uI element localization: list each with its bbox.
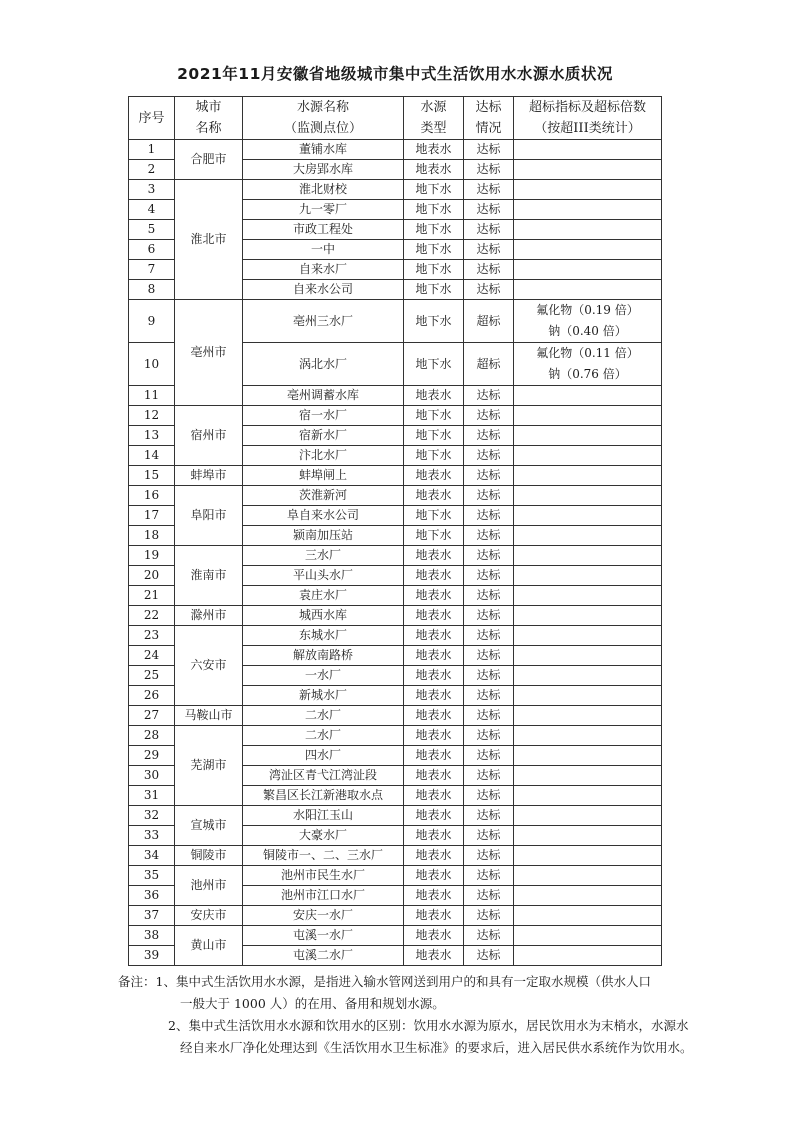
source-name: 铜陵市一、二、三水厂 [243,846,404,866]
table-row [129,846,662,866]
source-type: 地表水 [404,826,464,846]
source-type: 地表水 [404,766,464,786]
compliance-status: 达标 [464,566,514,586]
exceed-indicators [514,586,662,606]
source-name: 一水厂 [243,666,404,686]
exceed-indicators [514,280,662,300]
city-name: 合肥市 [175,140,243,180]
header-city [175,97,243,140]
compliance-status: 达标 [464,866,514,886]
table-row [129,180,662,200]
source-name: 解放南路桥 [243,646,404,666]
exceed-indicators [514,706,662,726]
source-type: 地表水 [404,926,464,946]
table-row [129,626,662,646]
source-type: 地表水 [404,386,464,406]
source-name: 二水厂 [243,726,404,746]
compliance-status: 达标 [464,826,514,846]
header-exceed [514,97,662,140]
city-name: 蚌埠市 [175,466,243,486]
header-status [464,97,514,140]
source-type: 地表水 [404,746,464,766]
header-type-line-2: 类型 [420,121,447,136]
source-type: 地表水 [404,160,464,180]
source-type: 地表水 [404,466,464,486]
source-type: 地下水 [404,220,464,240]
source-type: 地表水 [404,626,464,646]
exceed-indicators [514,386,662,406]
source-name: 茨淮新河 [243,486,404,506]
compliance-status: 达标 [464,240,514,260]
row-number: 27 [129,706,175,726]
row-number: 2 [129,160,175,180]
row-number: 23 [129,626,175,646]
exceed-item: 钠（0.40 倍） [548,324,627,338]
exceed-indicators [514,746,662,766]
exceed-item: 钠（0.76 倍） [548,367,627,381]
exceed-indicators [514,180,662,200]
source-type: 地表水 [404,606,464,626]
exceed-indicators [514,140,662,160]
source-name: 涡北水厂 [243,343,404,386]
source-type: 地下水 [404,280,464,300]
header-exceed-line-1: 超标指标及超标倍数 [528,100,646,115]
source-name: 蚌埠闸上 [243,466,404,486]
city-name: 淮北市 [175,180,243,300]
city-name: 宣城市 [175,806,243,846]
row-number: 11 [129,386,175,406]
compliance-status: 达标 [464,946,514,966]
table-row [129,486,662,506]
row-number: 4 [129,200,175,220]
exceed-indicators [514,686,662,706]
row-number: 9 [129,300,175,343]
source-name: 自来水厂 [243,260,404,280]
source-name: 九一零厂 [243,200,404,220]
exceed-indicators [514,300,662,343]
source-name: 淮北财校 [243,180,404,200]
row-number: 29 [129,746,175,766]
row-number: 33 [129,826,175,846]
source-type: 地表水 [404,586,464,606]
compliance-status: 达标 [464,746,514,766]
city-name: 宿州市 [175,406,243,466]
exceed-indicators [514,946,662,966]
source-type: 地表水 [404,486,464,506]
source-name: 董铺水库 [243,140,404,160]
water-quality-table [128,96,662,966]
source-name: 大房郢水库 [243,160,404,180]
source-type: 地下水 [404,526,464,546]
source-name: 四水厂 [243,746,404,766]
exceed-indicators [514,666,662,686]
exceed-indicators [514,526,662,546]
compliance-status: 达标 [464,806,514,826]
note-2-continued: 经自来水厂净化处理达到《生活饮用水卫生标准》的要求后，进入居民供水系统作为饮用水。 [180,1040,693,1055]
source-name: 东城水厂 [243,626,404,646]
row-number: 16 [129,486,175,506]
row-number: 25 [129,666,175,686]
source-type: 地下水 [404,446,464,466]
city-name: 马鞍山市 [175,706,243,726]
row-number: 8 [129,280,175,300]
source-name: 繁昌区长江新港取水点 [243,786,404,806]
compliance-status: 达标 [464,526,514,546]
source-name: 平山头水厂 [243,566,404,586]
compliance-status: 达标 [464,406,514,426]
source-name: 屯溪二水厂 [243,946,404,966]
source-type: 地表水 [404,866,464,886]
row-number: 19 [129,546,175,566]
table-row [129,866,662,886]
source-type: 地表水 [404,886,464,906]
compliance-status: 达标 [464,546,514,566]
compliance-status: 达标 [464,466,514,486]
source-name: 一中 [243,240,404,260]
exceed-indicators [514,426,662,446]
exceed-indicators [514,240,662,260]
header-status-line-1: 达标 [475,100,502,115]
table-row [129,926,662,946]
exceed-indicators [514,626,662,646]
source-name: 池州市民生水厂 [243,866,404,886]
compliance-status: 达标 [464,906,514,926]
source-name: 湾沚区青弋江湾沚段 [243,766,404,786]
header-city-line-1: 城市 [195,100,222,115]
exceed-indicators [514,766,662,786]
compliance-status: 达标 [464,220,514,240]
row-number: 39 [129,946,175,966]
compliance-status: 达标 [464,160,514,180]
city-name: 铜陵市 [175,846,243,866]
exceed-indicators [514,406,662,426]
source-type: 地下水 [404,426,464,446]
row-number: 14 [129,446,175,466]
header-city-line-2: 名称 [195,121,222,136]
row-number: 15 [129,466,175,486]
exceed-indicators [514,446,662,466]
source-type: 地表水 [404,666,464,686]
city-name: 滁州市 [175,606,243,626]
row-number: 17 [129,506,175,526]
table-row [129,726,662,746]
city-name: 亳州市 [175,300,243,406]
exceed-indicators [514,343,662,386]
exceed-indicators [514,866,662,886]
source-name: 阜自来水公司 [243,506,404,526]
compliance-status: 达标 [464,666,514,686]
exceed-indicators [514,546,662,566]
source-name: 亳州调蓄水库 [243,386,404,406]
row-number: 12 [129,406,175,426]
city-name: 六安市 [175,626,243,706]
source-type: 地下水 [404,240,464,260]
compliance-status: 达标 [464,506,514,526]
row-number: 31 [129,786,175,806]
row-number: 30 [129,766,175,786]
table-row [129,140,662,160]
compliance-status: 达标 [464,140,514,160]
row-number: 35 [129,866,175,886]
city-name: 黄山市 [175,926,243,966]
header-source-line-2: （监测点位） [283,121,362,136]
compliance-status: 达标 [464,606,514,626]
source-type: 地下水 [404,200,464,220]
compliance-status: 达标 [464,686,514,706]
source-name: 水阳江玉山 [243,806,404,826]
table-header-row [129,97,662,140]
source-name: 自来水公司 [243,280,404,300]
header-source-line-1: 水源名称 [296,100,349,115]
exceed-indicators [514,566,662,586]
table-row [129,406,662,426]
source-name: 城西水库 [243,606,404,626]
source-type: 地表水 [404,706,464,726]
compliance-status: 达标 [464,280,514,300]
row-number: 6 [129,240,175,260]
source-type: 地表水 [404,140,464,160]
row-number: 34 [129,846,175,866]
exceed-indicators [514,506,662,526]
source-name: 三水厂 [243,546,404,566]
compliance-status: 达标 [464,260,514,280]
city-name: 阜阳市 [175,486,243,546]
compliance-status: 达标 [464,766,514,786]
exceed-indicators [514,806,662,826]
exceed-indicators [514,466,662,486]
table-body [129,140,662,966]
compliance-status: 达标 [464,626,514,646]
header-seq: 序号 [129,97,175,140]
source-name: 二水厂 [243,706,404,726]
header-type [404,97,464,140]
header-status-line-2: 情况 [475,121,502,136]
exceed-indicators [514,260,662,280]
row-number: 38 [129,926,175,946]
row-number: 21 [129,586,175,606]
exceed-indicators [514,886,662,906]
exceed-indicators [514,486,662,506]
source-name: 新城水厂 [243,686,404,706]
page-title: 2021年11月安徽省地级城市集中式生活饮用水水源水质状况 [177,65,613,83]
source-name: 大豪水厂 [243,826,404,846]
source-type: 地下水 [404,300,464,343]
city-name: 芜湖市 [175,726,243,806]
table-row [129,466,662,486]
compliance-status: 达标 [464,586,514,606]
row-number: 3 [129,180,175,200]
row-number: 13 [129,426,175,446]
table-row [129,300,662,343]
note-1-continued: 一般大于 1000 人）的在用、备用和规划水源。 [180,996,445,1011]
compliance-status: 达标 [464,646,514,666]
row-number: 18 [129,526,175,546]
compliance-status: 超标 [464,300,514,343]
row-number: 10 [129,343,175,386]
compliance-status: 达标 [464,446,514,466]
source-name: 宿新水厂 [243,426,404,446]
city-name: 淮南市 [175,546,243,606]
compliance-status: 达标 [464,386,514,406]
exceed-item: 氟化物（0.19 倍） [536,303,639,317]
city-name: 安庆市 [175,906,243,926]
exceed-indicators [514,786,662,806]
source-name: 汴北水厂 [243,446,404,466]
row-number: 37 [129,906,175,926]
source-type: 地表水 [404,806,464,826]
source-name: 安庆一水厂 [243,906,404,926]
exceed-indicators [514,926,662,946]
row-number: 36 [129,886,175,906]
note-2: 2、集中式生活饮用水水源和饮用水的区别：饮用水水源为原水，居民饮用水为末梢水，水源水 [168,1018,689,1033]
table-row [129,546,662,566]
source-type: 地下水 [404,406,464,426]
source-type: 地表水 [404,786,464,806]
exceed-indicators [514,160,662,180]
source-type: 地表水 [404,646,464,666]
compliance-status: 达标 [464,886,514,906]
source-type: 地表水 [404,566,464,586]
compliance-status: 达标 [464,706,514,726]
exceed-indicators [514,726,662,746]
source-type: 地表水 [404,726,464,746]
compliance-status: 达标 [464,426,514,446]
compliance-status: 超标 [464,343,514,386]
source-type: 地下水 [404,506,464,526]
source-type: 地表水 [404,846,464,866]
compliance-status: 达标 [464,926,514,946]
compliance-status: 达标 [464,180,514,200]
source-name: 屯溪一水厂 [243,926,404,946]
row-number: 20 [129,566,175,586]
exceed-indicators [514,646,662,666]
city-name: 池州市 [175,866,243,906]
source-name: 亳州三水厂 [243,300,404,343]
note-1: 备注：1、集中式生活饮用水水源，是指进入输水管网送到用户的和具有一定取水规模（供水人口 [118,974,651,989]
source-type: 地下水 [404,343,464,386]
source-type: 地表水 [404,946,464,966]
exceed-indicators [514,826,662,846]
row-number: 32 [129,806,175,826]
source-type: 地下水 [404,180,464,200]
row-number: 5 [129,220,175,240]
header-exceed-line-2: （按超III类统计） [534,121,641,136]
source-type: 地下水 [404,260,464,280]
table-row [129,706,662,726]
compliance-status: 达标 [464,846,514,866]
source-name: 市政工程处 [243,220,404,240]
row-number: 24 [129,646,175,666]
compliance-status: 达标 [464,200,514,220]
exceed-indicators [514,606,662,626]
exceed-item: 氟化物（0.11 倍） [536,346,639,360]
header-type-line-1: 水源 [420,100,447,115]
exceed-indicators [514,200,662,220]
source-name: 宿一水厂 [243,406,404,426]
row-number: 28 [129,726,175,746]
compliance-status: 达标 [464,726,514,746]
table-row [129,906,662,926]
source-type: 地表水 [404,686,464,706]
source-name: 颍南加压站 [243,526,404,546]
source-name: 袁庄水厂 [243,586,404,606]
row-number: 26 [129,686,175,706]
compliance-status: 达标 [464,786,514,806]
table-row [129,606,662,626]
compliance-status: 达标 [464,486,514,506]
source-type: 地表水 [404,546,464,566]
exceed-indicators [514,846,662,866]
row-number: 7 [129,260,175,280]
header-source [243,97,404,140]
row-number: 22 [129,606,175,626]
exceed-indicators [514,906,662,926]
table-row [129,806,662,826]
row-number: 1 [129,140,175,160]
source-type: 地表水 [404,906,464,926]
source-name: 池州市江口水厂 [243,886,404,906]
exceed-indicators [514,220,662,240]
